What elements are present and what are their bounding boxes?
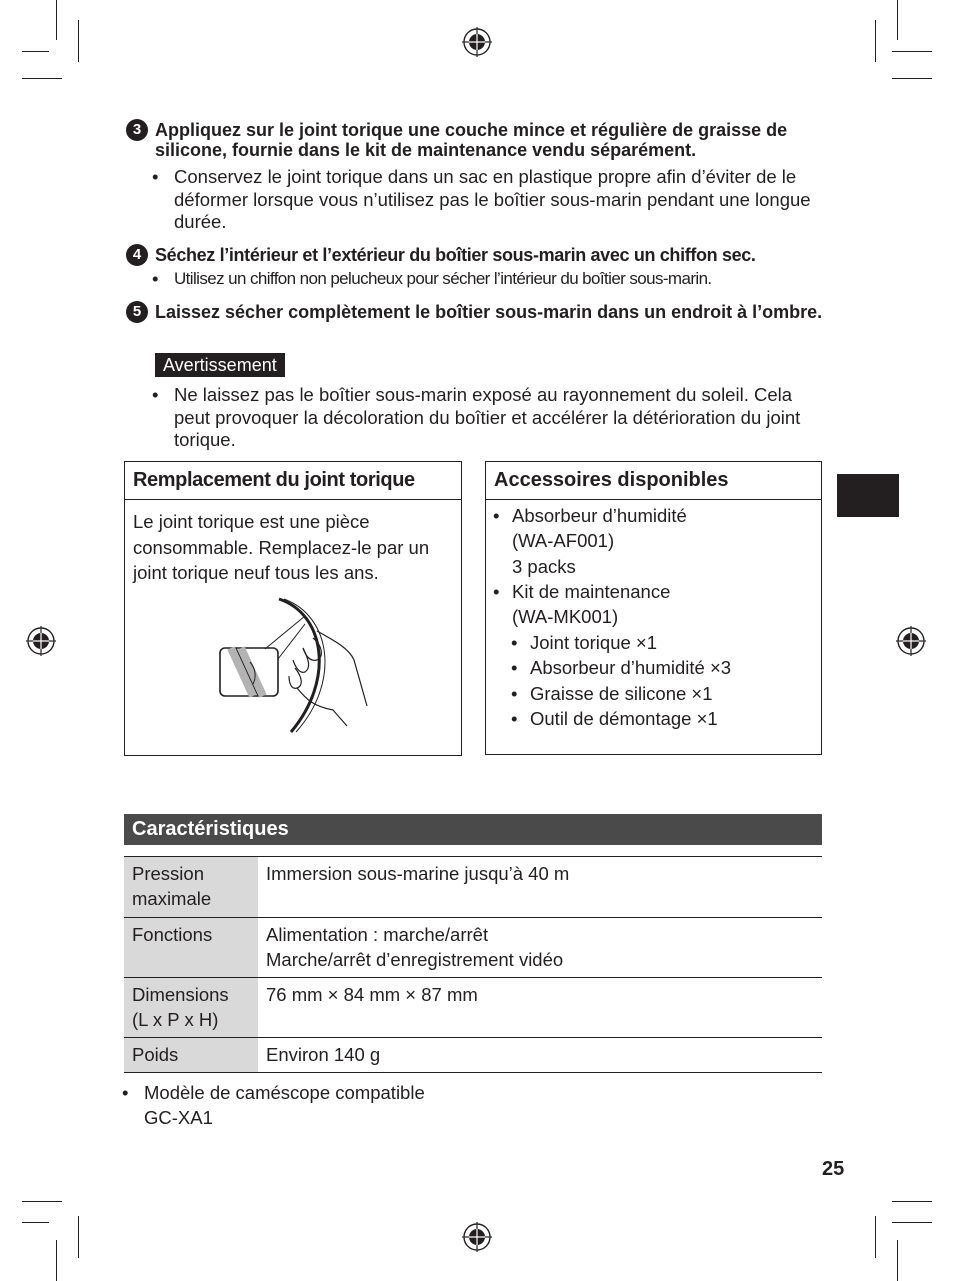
accessory-line: Absorbeur d’humidité	[512, 505, 687, 526]
replacement-box-title: Remplacement du joint torique	[125, 462, 461, 500]
specs-title: Caractéristiques	[132, 818, 289, 840]
spec-value	[266, 922, 563, 972]
bullet-icon: •	[493, 505, 500, 526]
crop-mark	[56, 0, 57, 40]
spec-label-line: (L x P x H)	[132, 1009, 219, 1030]
registration-mark-icon	[896, 626, 926, 656]
accessories-box-title: Accessoires disponibles	[486, 462, 821, 500]
crop-mark	[897, 0, 898, 40]
section-tab	[837, 474, 899, 517]
accessory-line: (WA-MK001)	[512, 606, 619, 628]
kit-sub-item: • Joint torique ×1	[511, 632, 658, 653]
crop-mark	[22, 1222, 49, 1223]
crop-mark	[78, 20, 79, 62]
step-number: 5	[126, 301, 148, 323]
spec-row-functions	[124, 918, 822, 978]
registration-mark-icon	[462, 27, 492, 57]
warning-label	[155, 353, 285, 377]
accessories-box	[485, 461, 822, 755]
spec-value-line: Marche/arrêt d’enregistrement vidéo	[266, 949, 564, 970]
bullet-text: Utilisez un chiffon non pelucheux pour sécher l’intérieur du boîtier sous-marin.	[174, 269, 712, 288]
spec-row-weight	[124, 1038, 822, 1073]
replacement-box-body: Le joint torique est une pièce consommable. Remplacez-le par un joint torique neuf tous les ans.	[133, 511, 430, 583]
crop-mark	[892, 78, 932, 79]
accessory-line: (WA-AF001)	[512, 530, 615, 552]
spec-label-line: maximale	[132, 888, 212, 909]
spec-value-line: 76 mm × 84 mm × 87 mm	[266, 984, 478, 1005]
replacement-box	[124, 461, 462, 756]
accessory-line: Kit de maintenance	[512, 581, 671, 602]
spec-value-line: Immersion sous-marine jusqu’à 40 m	[266, 863, 570, 884]
spec-value-line: Alimentation : marche/arrêt	[266, 924, 489, 945]
kit-sub-list	[511, 630, 731, 731]
bullet-icon: •	[152, 268, 159, 289]
crop-mark	[875, 20, 876, 62]
spec-value	[266, 982, 478, 1007]
spec-label	[124, 978, 258, 1037]
spec-label-line: Fonctions	[132, 924, 213, 945]
crop-mark	[22, 51, 49, 52]
crop-mark	[892, 51, 932, 52]
kit-sub-item-text: Absorbeur d’humidité ×3	[530, 657, 732, 679]
accessory-line: 3 packs	[512, 555, 576, 577]
spec-value	[266, 861, 569, 886]
kit-sub-item: • Graisse de silicone ×1	[511, 682, 713, 704]
crop-mark	[892, 1201, 932, 1202]
bullet-icon: •	[122, 1082, 129, 1103]
spec-row-pressure	[124, 857, 822, 918]
accessory-item	[493, 579, 499, 604]
kit-sub-item-text: Outil de démontage ×1	[530, 707, 718, 729]
kit-sub-item: • Outil de démontage ×1	[511, 707, 718, 729]
spec-label	[124, 918, 258, 977]
step-text: Appliquez sur le joint torique une couche mince et régulière de graisse de silicone, fournie dans le kit de maintenance vendu séparément.	[155, 120, 788, 160]
bullet-text: Ne laissez pas le boîtier sous-marin exposé au rayonnement du soleil. Cela peut provoquer la décoloration du boîtier et accélérer la détérioration du joint torique.	[174, 384, 801, 450]
crop-mark	[22, 78, 62, 79]
crop-mark	[875, 1216, 876, 1258]
registration-mark-icon	[26, 626, 56, 656]
bullet-icon: •	[152, 166, 159, 187]
page-number: 25	[822, 1158, 845, 1180]
spec-value	[266, 1042, 380, 1067]
warning-label-text: Avertissement	[163, 355, 277, 375]
accessory-item-text	[512, 503, 687, 579]
spec-value-line: Environ 140 g	[266, 1044, 381, 1065]
kit-sub-item-text: Graisse de silicone ×1	[530, 682, 713, 704]
crop-mark	[22, 1201, 62, 1202]
accessory-item-text	[512, 579, 670, 630]
compat-label: Modèle de caméscope compatible	[144, 1082, 425, 1103]
crop-mark	[56, 1240, 57, 1281]
compat-text	[144, 1080, 794, 1130]
kit-sub-item: • Absorbeur d’humidité ×3	[511, 657, 732, 679]
compat-model: GC-XA1	[144, 1107, 213, 1128]
spec-label	[124, 857, 258, 917]
spec-label-line: Dimensions	[132, 984, 229, 1005]
spec-label-line: Poids	[132, 1044, 179, 1065]
step-number: 4	[126, 244, 148, 266]
step-text: Laissez sécher complètement le boîtier sous-marin dans un endroit à l’ombre.	[155, 302, 823, 322]
bullet-icon: •	[152, 384, 159, 405]
crop-mark	[892, 1222, 932, 1223]
crop-mark	[897, 1240, 898, 1281]
registration-mark-icon	[462, 1222, 492, 1252]
accessory-item	[493, 503, 499, 528]
specs-header	[124, 814, 822, 845]
step-number: 3	[126, 119, 148, 141]
step-text: Séchez l’intérieur et l’extérieur du boîtier sous-marin avec un chiffon sec.	[155, 245, 756, 265]
bullet-text: Conservez le joint torique dans un sac en plastique propre afin d’éviter de le déformer lorsque vous n’utilisez pas le boîtier sous-marin pendant une longue durée.	[174, 166, 811, 232]
spec-label	[124, 1038, 258, 1072]
spec-label-line: Pression	[132, 863, 204, 884]
kit-sub-item-text: Joint torique ×1	[530, 632, 658, 653]
spec-row-dimensions	[124, 978, 822, 1038]
crop-mark	[78, 1216, 79, 1258]
o-ring-illustration	[217, 596, 377, 736]
bullet-icon: •	[493, 581, 500, 602]
